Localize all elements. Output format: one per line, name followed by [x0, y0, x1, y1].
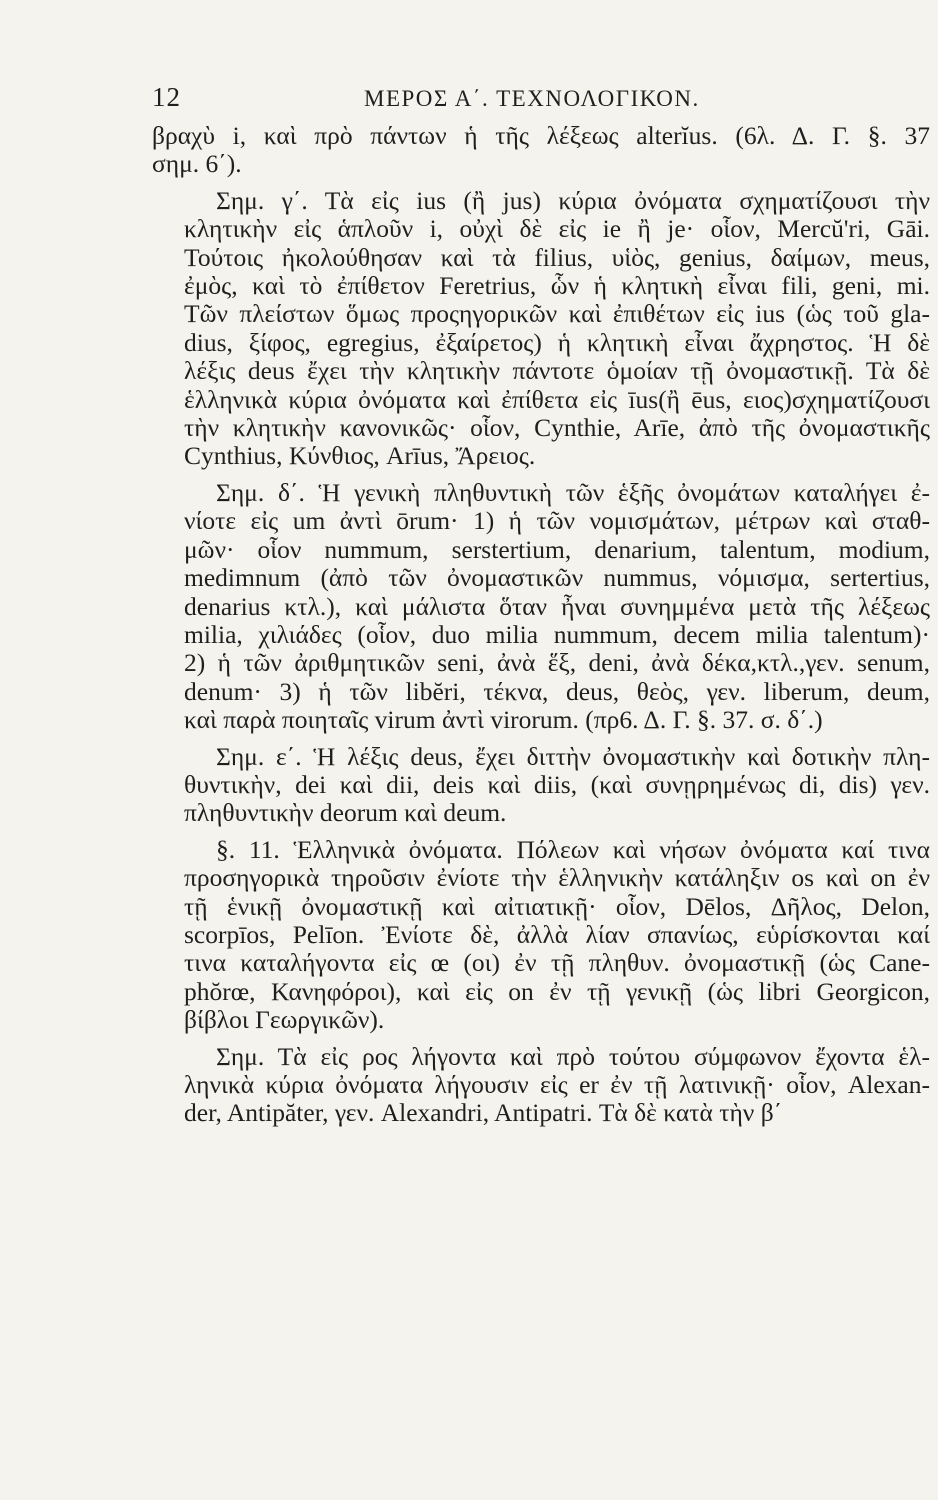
running-head [152, 82, 930, 122]
text-line: βραχὺ i, καὶ πρὸ πάντων ἡ τῆς λέξεως alterĭus. (6λ. Δ. Γ. §. 37 [152, 121, 930, 150]
text-line: ἑλληνικὰ κύρια ὀνόματα καὶ ἐπίθετα εἰς īus(ἢ ēus, ειος)σχηματίζουσι [184, 384, 930, 414]
text-line: ἐμὸς, καὶ τὸ ἐπίθετον Feretrius, ὧν ἡ κλητικὴ εἶναι fili, geni, mi. [184, 271, 930, 301]
book-page [152, 82, 930, 1462]
paragraph [152, 836, 930, 1035]
text-line: προσηγορικὰ τηροῦσιν ἐνίοτε τὴν ἑλληνικὴν κατάληξιν os καὶ on ἐν [184, 863, 930, 893]
text-line: Σημ. γ΄. Τὰ εἰς ius (ἢ jus) κύρια ὀνόματα σχηματίζουσι τὴν [216, 185, 930, 215]
page-number: 12 [152, 82, 181, 112]
running-title: ΜΕΡΟΣ Α΄. ΤΕΧΝΟΛΟΓΙΚΟΝ. [364, 86, 700, 111]
text-line: λέξις deus ἔχει τὴν κλητικὴν πάντοτε ὁμοίαν τῇ ὀνομαστικῇ. Τὰ δὲ [184, 356, 930, 386]
text-line: νίοτε εἰς um ἀντὶ ōrum· 1) ἡ τῶν νομισμάτων, μέτρων καὶ σταθ- [184, 506, 930, 536]
text-line: μῶν· οἷον nummum, serstertium, denarium, talentum, modium, [184, 534, 930, 564]
text-line: der, Antipăter, γεν. Alexandri, Antipatri. Τὰ δὲ κατὰ τὴν β΄ [184, 1098, 783, 1128]
text-line: Σημ. Τὰ εἰς ρος λήγοντα καὶ πρὸ τούτου σύμφωνον ἔχοντα ἑλ- [216, 1041, 930, 1071]
paragraph [152, 479, 930, 735]
paragraph [152, 1043, 930, 1128]
text-line: denarius κτλ.), καὶ μάλιστα ὅταν ἦναι συνημμένα μετὰ τῆς λέξεως [184, 591, 930, 621]
text-line: βίβλοι Γεωργικῶν). [184, 1005, 385, 1035]
text-line: scorpīos, Pelīon. Ἐνίοτε δὲ, ἀλλὰ λίαν σπανίως, εὑρίσκονται καί [184, 919, 930, 949]
text-line: θυντικὴν, dei καὶ dii, deis καὶ diis, (καὶ συνῃρημένως di, dis) γεν. [184, 769, 930, 799]
text-line: denum· 3) ἡ τῶν libĕri, τέκνα, deus, θεὸς, γεν. liberum, deum, [184, 676, 930, 706]
paragraph [152, 122, 930, 179]
text-line: 2) ἡ τῶν ἀριθμητικῶν seni, ἀνὰ ἕξ, deni, ἀνὰ δέκα,κτλ.,γεν. senum, [184, 648, 930, 678]
text-line: τινα καταλήγοντα εἰς œ (οι) ἐν τῇ πληθυν. ὀνομαστικῇ (ὡς Cane- [184, 948, 930, 978]
text-line: phŏrœ, Κανηφόροι), καὶ εἰς on ἐν τῇ γενικῇ (ὡς libri Georgicon, [184, 976, 930, 1006]
paragraph [152, 743, 930, 828]
text-line: Τούτοις ἠκολούθησαν καὶ τὰ filius, υἱὸς, genius, δαίμων, meus, [184, 242, 930, 272]
text-line: καὶ παρὰ ποιηταῖς virum ἀντὶ virorum. (πρ6. Δ. Γ. §. 37. σ. δ΄.) [184, 705, 823, 735]
text-line: τῇ ἑνικῇ ὀνομαστικῇ καὶ αἰτιατικῇ· οἷον, Dēlos, Δῆλος, Delon, [184, 891, 930, 921]
text-line: milia, χιλιάδες (οἷον, duo milia nummum, decem milia talentum)· [184, 619, 930, 649]
text-line: Cynthius, Κύνθιος, Arīus, Ἄρειος. [184, 441, 536, 471]
text-line: ληνικὰ κύρια ὀνόματα λήγουσιν εἰς er ἐν τῇ λατινικῇ· οἷον, Alexan- [184, 1070, 930, 1099]
text-line: πληθυντικὴν deorum καὶ deum. [184, 798, 507, 828]
text-line: Τῶν πλείστων ὅμως προςηγορικῶν καὶ ἐπιθέτων εἰς ius (ὡς τοῦ gla- [184, 299, 930, 329]
text-line: σημ. 6΄). [152, 149, 242, 179]
text-line: Σημ. δ΄. Ἡ γενικὴ πληθυντικὴ τῶν ἑξῆς ὀνομάτων καταλήγει ἐ- [216, 477, 930, 507]
text-line: medimnum (ἀπὸ τῶν ὀνομαστικῶν nummus, νόμισμα, sertertius, [184, 563, 930, 593]
text-line: Σημ. ε΄. Ἡ λέξις deus, ἔχει διττὴν ὀνομαστικὴν καὶ δοτικὴν πλη- [216, 741, 930, 771]
text-line: §. 11. Ἑλληνικὰ ὀνόματα. Πόλεων καὶ νήσων ὀνόματα καί τινα [216, 834, 930, 864]
body-text [152, 122, 930, 1128]
text-line: κλητικὴν εἰς ἁπλοῦν i, οὐχὶ δὲ εἰς ie ἢ je· οἷον, Mercŭ'ri, Gāi. [184, 214, 930, 244]
text-line: τὴν κλητικὴν κανονικῶς· οἷον, Cynthie, Arīe, ἀπὸ τῆς ὀνομαστικῆς [184, 413, 930, 443]
paragraph [152, 187, 930, 471]
text-line: dius, ξίφος, egregius, ἐξαίρετος) ἡ κλητικὴ εἶναι ἄχρηστος. Ἡ δὲ [184, 327, 930, 357]
